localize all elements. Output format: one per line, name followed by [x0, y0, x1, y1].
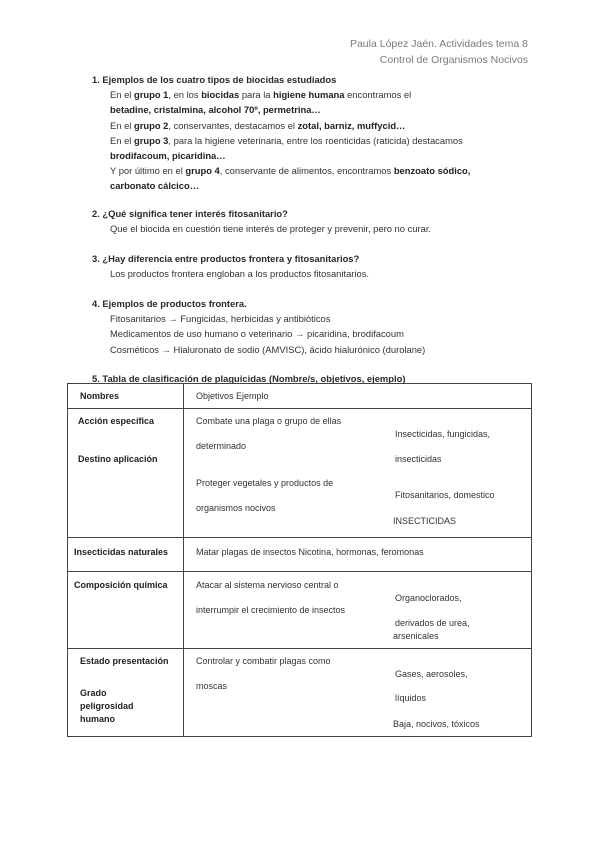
question-2-title: 2. ¿Qué significa tener interés fitosanitario? [92, 208, 288, 219]
q1-line-3: En el grupo 2, conservantes, destacamos el zotal, barniz, muffycid… [110, 119, 406, 131]
header-author-line: Paula López Jaén. Actividades tema 8 [349, 38, 528, 50]
q1-line-5: brodifacoum, picaridina… [110, 150, 226, 162]
table-header-row [68, 384, 532, 409]
table-row [68, 572, 532, 649]
question-2 [92, 206, 522, 236]
row3-content-cell: Atacar al sistema nervioso central o interrumpir el crecimiento de insectos Organoclorados, derivados de urea, arsenicales [184, 572, 532, 649]
table-row [68, 649, 532, 737]
question-2-body: Que el biocida en cuestión tiene interés de proteger y prevenir, pero no curar. [110, 223, 432, 235]
page-header [350, 36, 528, 68]
question-5-title: 5. Tabla de clasificación de plaguicidas (Nombre/s, objetivos, ejemplo) [92, 373, 406, 384]
q4-line-1: Fitosanitarios → Fungicidas, herbicidas y antibióticos [110, 313, 331, 325]
question-3 [92, 251, 522, 281]
q4-line-2: Medicamentos de uso humano o veterinario → picaridina, brodifacoum [110, 328, 404, 340]
q4-line-3: Cosméticos → Hialuronato de sodio (AMVISC), ácido hialurónico (durolane) [110, 343, 426, 355]
header-cell-names: Nombres [68, 384, 184, 409]
question-3-title: 3. ¿Hay diferencia entre productos frontera y fitosanitarios? [92, 253, 360, 264]
row4-names-cell: Estado presentación Grado peligrosidad humano [68, 649, 184, 737]
row3-names-cell: Composición química [68, 572, 184, 649]
row4-content-cell: Controlar y combatir plagas como moscas Gases, aerosoles, líquidos Baja, nocivos, tóxicos [184, 649, 532, 737]
header-subject-line: Control de Organismos Nocivos [379, 54, 528, 66]
row2-content-cell: Matar plagas de insectos Nicotina, hormonas, feromonas [184, 538, 532, 572]
row1-names-cell: Acción específica Destino aplicación [68, 409, 184, 538]
q1-line-2: betadine, cristalmina, alcohol 70º, permetrina… [110, 104, 321, 116]
question-4-body [92, 311, 522, 357]
question-1 [92, 72, 522, 194]
question-4-title: 4. Ejemplos de productos frontera. [92, 298, 247, 309]
header-cell-objectives: Objetivos Ejemplo [184, 384, 532, 409]
question-4 [92, 296, 522, 357]
table-row [68, 538, 532, 572]
row2-names-cell: Insecticidas naturales [68, 538, 184, 572]
q1-line-6: Y por último en el grupo 4, conservante de alimentos, encontramos benzoato sódico, [110, 165, 471, 177]
question-1-title: 1. Ejemplos de los cuatro tipos de biocidas estudiados [92, 74, 337, 85]
q1-line-7: carbonato cálcico… [110, 180, 200, 192]
pesticide-classification-table [67, 383, 532, 737]
row1-content-cell: Combate una plaga o grupo de ellas determinado Proteger vegetales y productos de organismos nocivos Insecticidas, fungicidas, insecticidas Fitosanitarios, domestico INSECTICIDAS [184, 409, 532, 538]
q1-line-1: En el grupo 1, en los biocidas para la higiene humana encontramos el [110, 89, 412, 101]
question-1-body [92, 87, 522, 193]
table-row [68, 409, 532, 538]
question-3-body: Los productos frontera engloban a los productos fitosanitarios. [110, 268, 370, 280]
q1-line-4: En el grupo 3, para la higiene veterinaria, entre los roenticidas (raticida) destacamos [110, 134, 463, 146]
